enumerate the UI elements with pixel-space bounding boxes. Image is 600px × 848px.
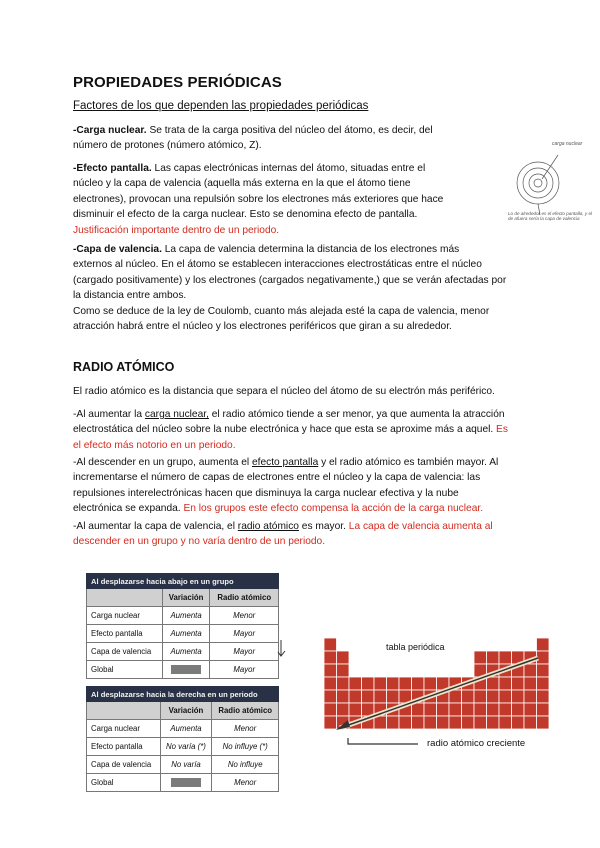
table-row (87, 720, 279, 738)
table-row (87, 661, 279, 679)
periodic-cell (324, 651, 337, 664)
table-group-header: Al desplazarse hacia abajo en un grupo (87, 574, 279, 589)
arrow-down-icon (277, 638, 289, 660)
carga-nuclear-label: -Carga nuclear. (73, 125, 147, 136)
sketch-note: Lo de alrededor es el efecto pantalla, y el de afuera sería la capa de valencia (508, 211, 593, 222)
periodic-cell (474, 716, 487, 729)
table-cell: Efecto pantalla (87, 625, 163, 643)
periodic-cell (412, 716, 425, 729)
periodic-cell (324, 716, 337, 729)
table-col-header (87, 702, 161, 720)
table-period-header: Al desplazarse hacia la derecha en un periodo (87, 687, 279, 702)
periodic-cell (537, 664, 550, 677)
sketch-label: carga nuclear (552, 141, 583, 147)
periodic-cell (374, 677, 387, 690)
periodic-cell (512, 716, 525, 729)
table-cell: No varía (*) (160, 738, 212, 756)
table-row (87, 643, 279, 661)
efecto-pantalla-paragraph (73, 161, 493, 238)
periodic-cell (337, 651, 350, 664)
table-cell: Carga nuclear (87, 607, 163, 625)
periodic-cell (437, 703, 450, 716)
valencia-line: La capa de valencia determina la distancia de los electrones más (164, 244, 460, 255)
periodic-cell (524, 703, 537, 716)
diagram-label: tabla periódica (386, 642, 445, 652)
periodic-cell (437, 716, 450, 729)
grey-swatch (171, 665, 201, 674)
table-cell: No influye (212, 756, 279, 774)
periodic-cell (349, 703, 362, 716)
periodic-cell (337, 677, 350, 690)
radio-paragraph-1 (73, 407, 553, 453)
p2-red: En los grupos este efecto compensa la acción de la carga nuclear. (183, 503, 484, 515)
periodic-cell (487, 690, 500, 703)
periodic-cell (337, 703, 350, 716)
periodic-cell (512, 677, 525, 690)
periodic-cell (474, 651, 487, 664)
periodic-cell (424, 716, 437, 729)
periodic-cell (399, 677, 412, 690)
table-cell: Efecto pantalla (87, 738, 161, 756)
table-cell: No varía (160, 756, 212, 774)
periodic-cell (487, 651, 500, 664)
table-col-header: Radio atómico (210, 589, 279, 607)
pantalla-line: disminuir el efecto de la carga nuclear. Esto se denomina efecto de pantalla. (73, 209, 418, 221)
periodic-cell (474, 703, 487, 716)
periodic-cell (337, 690, 350, 703)
table-cell: No influye (*) (212, 738, 279, 756)
periodic-cell (537, 703, 550, 716)
table-row (87, 774, 279, 792)
p2-underline: efecto pantalla (251, 457, 319, 468)
table-col-header: Variación (160, 702, 212, 720)
table-cell: Capa de valencia (87, 756, 161, 774)
valencia-line: atracción habrá entre el núcleo y los electrones periféricos que giran a su alrededor. (73, 321, 452, 333)
periodic-cell (499, 677, 512, 690)
periodic-cell (324, 677, 337, 690)
table-cell: Mayor (210, 643, 279, 661)
periodic-cell (449, 716, 462, 729)
table-cell: Mayor (210, 661, 279, 679)
table-row (87, 607, 279, 625)
periodic-cell (462, 703, 475, 716)
periodic-cell (412, 703, 425, 716)
p1-red: Es (496, 424, 508, 436)
table-row (87, 756, 279, 774)
table-col-header (87, 589, 163, 607)
valencia-line: externos al núcleo. En el átomo se establecen interacciones electrostáticas entre el núcleo (73, 259, 482, 271)
diagram-caption: radio atómico creciente (427, 738, 526, 749)
periodic-cell (462, 716, 475, 729)
p3-red: descender en un grupo y no varía dentro de un periodo. (73, 536, 326, 548)
periodic-cell (474, 690, 487, 703)
p1-red: el efecto más notorio en un periodo. (73, 439, 236, 451)
p3-text: es mayor. (298, 521, 346, 532)
table-cell: Capa de valencia (87, 643, 163, 661)
periodic-cell (387, 716, 400, 729)
table-cell: Global (87, 661, 163, 679)
p2-text: repulsiones interelectrónicas hacen que disminuya la carga nuclear efectiva y la nube (73, 487, 459, 499)
periodic-cell (499, 690, 512, 703)
periodic-cell (399, 716, 412, 729)
valencia-line: Como se deduce de la ley de Coulomb, cuanto más alejada esté la capa de valencia, menor (73, 305, 490, 317)
radio-intro: El radio atómico es la distancia que separa el núcleo del átomo de su electrón más periférico. (73, 386, 495, 397)
efecto-pantalla-label: -Efecto pantalla. (73, 163, 152, 174)
atom-sketch (500, 135, 595, 235)
carga-nuclear-paragraph (73, 123, 463, 154)
periodic-cell (449, 703, 462, 716)
periodic-cell (324, 638, 337, 651)
periodic-cell (349, 690, 362, 703)
periodic-cell (487, 716, 500, 729)
pantalla-line: núcleo y la capa de valencia (aquella más externa en la que el átomo tiene (73, 178, 411, 190)
p2-text: -Al descender en un grupo, aumenta el (73, 457, 252, 468)
p1-text: el radio atómico tiende a ser menor, ya que aumenta la atracción (208, 409, 505, 420)
periodic-cell (499, 716, 512, 729)
periodic-cell (362, 690, 375, 703)
p3-underline: radio atómico (237, 521, 299, 532)
periodic-cell (387, 677, 400, 690)
periodic-cell (524, 716, 537, 729)
table-row (87, 738, 279, 756)
periodic-cell (462, 690, 475, 703)
table-col-header: Variación (162, 589, 210, 607)
p2-text: electrónica se expanda. (73, 503, 181, 515)
periodic-cell (537, 638, 550, 651)
valencia-line: la distancia entre ambos. (73, 290, 187, 302)
table-cell: Menor (212, 720, 279, 738)
table-group (86, 573, 279, 679)
subtitle: Factores de los que dependen las propiedades periódicas (73, 100, 369, 112)
periodic-cell (499, 651, 512, 664)
table-cell: Aumenta (160, 720, 212, 738)
carga-line: número de protones (número atómico, Z). (73, 140, 262, 152)
periodic-cell (537, 716, 550, 729)
periodic-cell (499, 703, 512, 716)
periodic-cell (374, 690, 387, 703)
periodic-cell (487, 703, 500, 716)
periodic-cell (524, 664, 537, 677)
periodic-cell (412, 677, 425, 690)
radio-paragraph-2 (73, 455, 553, 517)
page-title: PROPIEDADES PERIÓDICAS (73, 74, 282, 91)
periodic-cell (424, 703, 437, 716)
table-cell: Mayor (210, 625, 279, 643)
periodic-cell (524, 690, 537, 703)
p1-text: electrostática del núcleo sobre la nube electrónica y hace que esta se aproxime más a aquel. (73, 424, 494, 436)
periodic-cell (337, 664, 350, 677)
table-cell: Aumenta (162, 643, 210, 661)
table-cell: Aumenta (162, 625, 210, 643)
p1-underline: carga nuclear, (144, 409, 209, 420)
periodic-cell (324, 664, 337, 677)
p2-text: y el radio atómico es también mayor. Al (318, 457, 499, 468)
periodic-cell (324, 690, 337, 703)
p3-red: La capa de valencia aumenta al (348, 521, 493, 532)
valencia-line: (cargado positivamente) y los electrones (cargados negativamente,) que se verán afectadas por (73, 274, 507, 286)
p1-text: -Al aumentar la (73, 409, 145, 420)
periodic-cell (362, 677, 375, 690)
table-col-header: Radio atómico (212, 702, 279, 720)
periodic-cell (537, 651, 550, 664)
periodic-cell (387, 690, 400, 703)
periodic-cell (487, 677, 500, 690)
p3-text: -Al aumentar la capa de valencia, el (73, 521, 238, 532)
radio-atomico-heading: RADIO ATÓMICO (73, 360, 175, 374)
grey-swatch (171, 778, 201, 787)
periodic-cell (424, 677, 437, 690)
p2-text: incrementarse el número de capas de electrones entre el núcleo y la capa de valencia: las (73, 472, 481, 484)
periodic-cell (537, 677, 550, 690)
caption-bracket (348, 738, 418, 744)
periodic-cell (524, 677, 537, 690)
table-row (87, 625, 279, 643)
periodic-cell (512, 690, 525, 703)
periodic-cell (349, 677, 362, 690)
table-period (86, 686, 279, 792)
carga-line: Se trata de la carga positiva del núcleo del átomo, es decir, del (149, 125, 433, 136)
capa-valencia-paragraph (73, 242, 543, 334)
pantalla-line: Las capas electrónicas internas del átomo, situadas entre el (154, 163, 426, 174)
table-cell: Global (87, 774, 161, 792)
table-cell: Aumenta (162, 607, 210, 625)
capa-valencia-label: -Capa de valencia. (73, 244, 162, 255)
table-cell: Carga nuclear (87, 720, 161, 738)
periodic-cell (449, 690, 462, 703)
pantalla-note: Justificación importante dentro de un periodo. (73, 224, 280, 236)
periodic-cell (324, 703, 337, 716)
periodic-cell (512, 703, 525, 716)
periodic-cell (537, 690, 550, 703)
table-cell: Menor (210, 607, 279, 625)
pantalla-line: electrones), provocan una repulsión sobre los electrones más exteriores que hace (73, 193, 444, 205)
table-cell: Menor (212, 774, 279, 792)
radio-paragraph-3 (73, 519, 553, 550)
